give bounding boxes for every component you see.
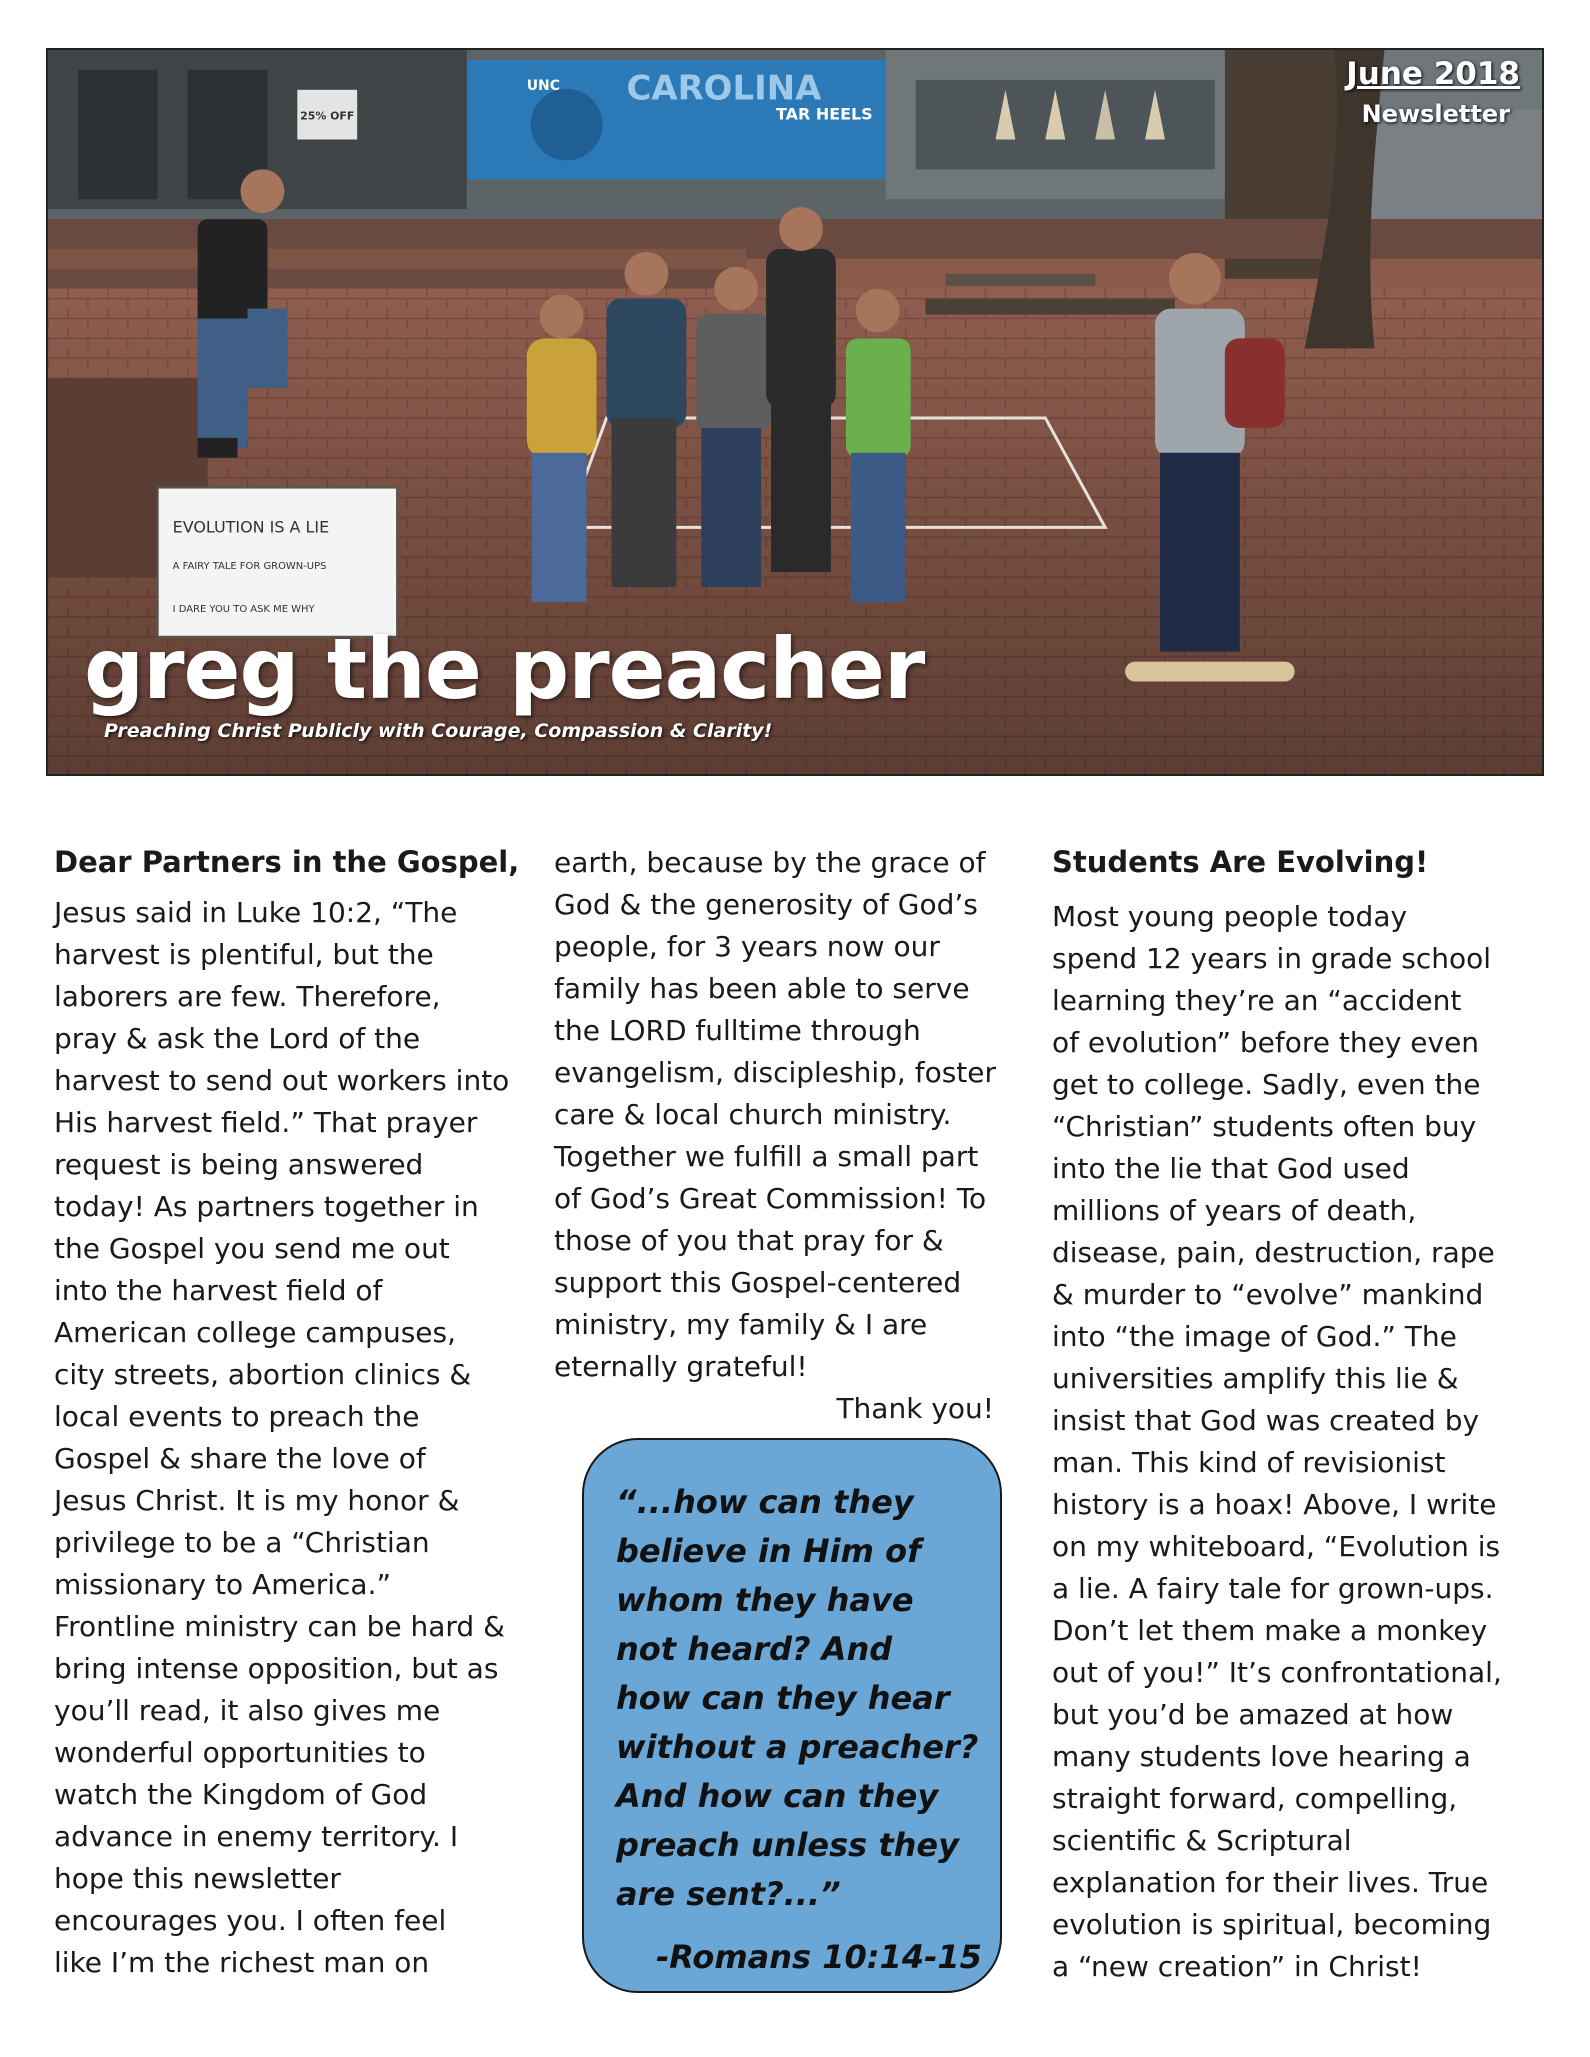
letter-line: harvest to send out workers into (54, 1064, 510, 1097)
letter-line: family has been able to serve (554, 972, 970, 1005)
letter-line: Gospel & share the love of (54, 1442, 426, 1475)
article-line: but you’d be amazed at how (1052, 1698, 1454, 1731)
letter-line: the LORD fulltime through (554, 1014, 921, 1047)
letter-line: eternally grateful! (554, 1350, 808, 1383)
letter-line: the Gospel you send me out (54, 1232, 450, 1265)
article-line: a “new creation” in Christ! (1052, 1950, 1422, 1983)
letter-line: wonderful opportunities to (54, 1736, 426, 1769)
letter-line: like I’m the richest man on (54, 1946, 430, 1979)
article-line: Don’t let them make a monkey (1052, 1614, 1488, 1647)
banner-carolina: CAROLINA (626, 68, 822, 108)
article-line: universities amplify this lie & (1052, 1362, 1459, 1395)
letter-line: watch the Kingdom of God (54, 1778, 428, 1811)
quote-line: how can they hear (616, 1679, 950, 1717)
article-line: spend 12 years in grade school (1052, 942, 1492, 975)
article-line: Most young people today (1052, 900, 1408, 933)
article-line: explanation for their lives. True (1052, 1866, 1489, 1899)
letter-line: His harvest field.” That prayer (54, 1106, 478, 1139)
article-line: insist that God was created by (1052, 1404, 1480, 1437)
quote-line: are sent?...” (616, 1875, 841, 1913)
quote-line: And how can they (616, 1777, 939, 1815)
letter-line: God & the generosity of God’s (554, 888, 978, 921)
scripture-quote-box (582, 1438, 1002, 1993)
whiteboard-line-1: EVOLUTION IS A LIE (172, 517, 330, 537)
letter-line: Jesus said in Luke 10:2, “The (54, 896, 458, 929)
letter-column (54, 842, 534, 1984)
article-column (1052, 842, 1542, 1988)
letter-line: into the harvest field of (54, 1274, 383, 1307)
letter-line: people, for 3 years now our (554, 930, 940, 963)
letter-line: those of you that pray for & (554, 1224, 944, 1257)
letter-line: laborers are few. Therefore, (54, 980, 441, 1013)
letter-line: bring intense opposition, but as (54, 1652, 499, 1685)
article-line: evolution is spiritual, becoming (1052, 1908, 1492, 1941)
letter-line: evangelism, discipleship, foster (554, 1056, 996, 1089)
article-line: of evolution” before they even (1052, 1026, 1480, 1059)
letter-line: pray & ask the Lord of the (54, 1022, 421, 1055)
article-line: disease, pain, destruction, rape (1052, 1236, 1495, 1269)
quote-line: whom they have (616, 1581, 914, 1619)
letter-line: privilege to be a “Christian (54, 1526, 430, 1559)
banner-unc: UNC (526, 77, 560, 94)
quote-citation: -Romans 10:14-15 (656, 1938, 982, 1976)
letter-line: hope this newsletter (54, 1862, 341, 1895)
issue-type-label: Newsletter (1361, 100, 1510, 128)
article-line: on my whiteboard, “Evolution is (1052, 1530, 1501, 1563)
banner-tar-heels: TAR HEELS (776, 104, 873, 124)
letter-line: harvest is plentiful, but the (54, 938, 434, 971)
article-line: & murder to “evolve” mankind (1052, 1278, 1484, 1311)
article-line: many students love hearing a (1052, 1740, 1471, 1773)
letter-line: local events to preach the (54, 1400, 420, 1433)
issue-date: June 2018 (1346, 56, 1520, 92)
letter-line: ministry, my family & I are (554, 1308, 928, 1341)
article-line: get to college. Sadly, even the (1052, 1068, 1481, 1101)
newsletter-title: greg the preacher (84, 620, 925, 718)
letter-line: request is being answered (54, 1148, 424, 1181)
newsletter-tagline: Preaching Christ Publicly with Courage, Compassion & Clarity! (104, 720, 773, 742)
letter-line: Together we fulfill a small part (554, 1140, 979, 1173)
article-line: millions of years of death, (1052, 1194, 1417, 1227)
letter-line: American college campuses, (54, 1316, 457, 1349)
letter-line: missionary to America.” (54, 1568, 391, 1601)
letter-line: of God’s Great Commission! To (554, 1182, 987, 1215)
storefront-sign: 25% OFF (300, 109, 355, 123)
article-line: into the lie that God used (1052, 1152, 1410, 1185)
article-heading: Students Are Evolving! (1052, 845, 1429, 879)
article-line: scientific & Scriptural (1052, 1824, 1352, 1857)
letter-line: care & local church ministry. (554, 1098, 952, 1131)
article-line: out of you!” It’s confrontational, (1052, 1656, 1502, 1689)
article-line: history is a hoax! Above, I write (1052, 1488, 1497, 1521)
letter-continued-column (554, 842, 1034, 1430)
article-line: into “the image of God.” The (1052, 1320, 1457, 1353)
quote-line: “...how can they (616, 1483, 914, 1521)
letter-line: Jesus Christ. It is my honor & (54, 1484, 460, 1517)
whiteboard-line-2: A FAIRY TALE FOR GROWN-UPS (172, 561, 327, 573)
article-line: “Christian” students often buy (1052, 1110, 1477, 1143)
article-line: a lie. A fairy tale for grown-ups. (1052, 1572, 1494, 1605)
letter-heading: Dear Partners in the Gospel, (54, 845, 520, 879)
letter-line: earth, because by the grace of (554, 846, 986, 879)
letter-line: advance in enemy territory. I (54, 1820, 459, 1853)
quote-line: not heard? And (616, 1630, 893, 1668)
article-line: straight forward, compelling, (1052, 1782, 1458, 1815)
article-line: man. This kind of revisionist (1052, 1446, 1446, 1479)
letter-signoff: Thank you! (836, 1392, 994, 1425)
letter-line: today! As partners together in (54, 1190, 479, 1223)
letter-line: you’ll read, it also gives me (54, 1694, 441, 1727)
quote-line: preach unless they (616, 1826, 959, 1864)
letter-line: encourages you. I often feel (54, 1904, 447, 1937)
whiteboard-line-3: I DARE YOU TO ASK ME WHY (172, 603, 315, 615)
letter-line: city streets, abortion clinics & (54, 1358, 472, 1391)
header-banner (46, 48, 1544, 776)
quote-line: without a preacher? (616, 1728, 979, 1766)
letter-line: support this Gospel-centered (554, 1266, 962, 1299)
letter-line: Frontline ministry can be hard & (54, 1610, 505, 1643)
article-line: learning they’re an “accident (1052, 984, 1462, 1017)
quote-line: believe in Him of (616, 1532, 921, 1570)
